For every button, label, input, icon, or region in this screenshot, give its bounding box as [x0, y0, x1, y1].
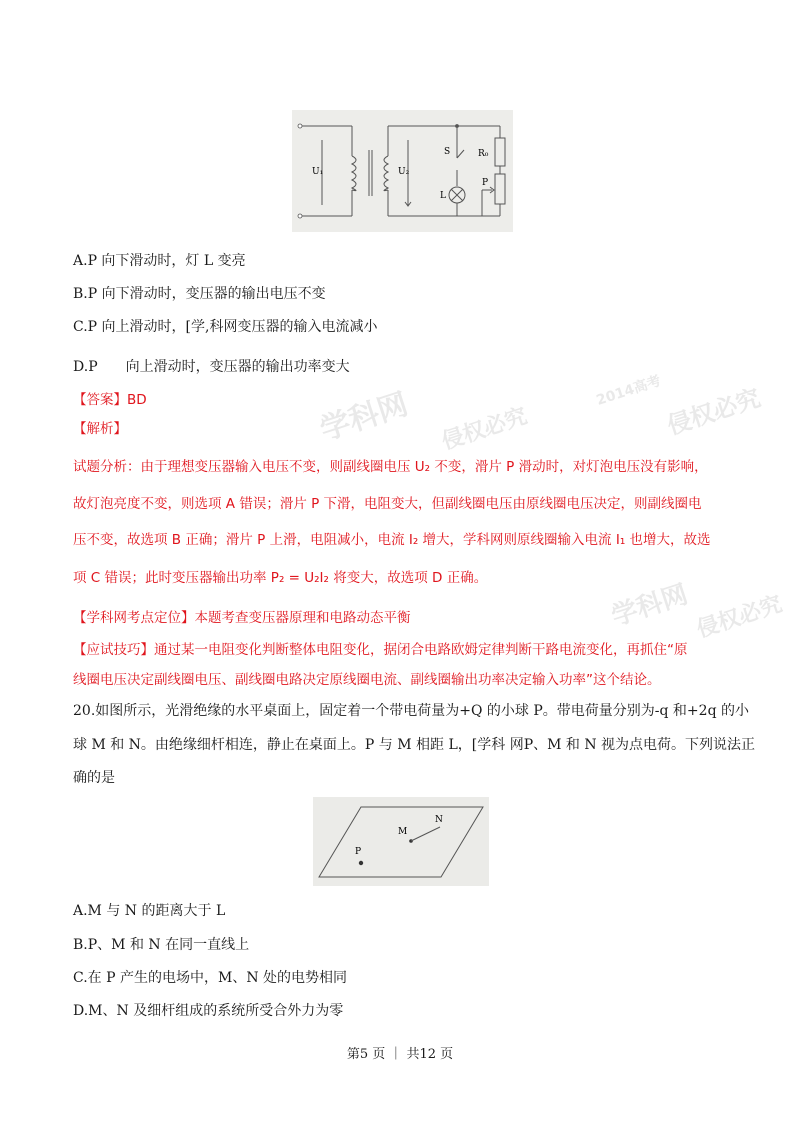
label-resistor: R₀: [478, 149, 489, 159]
q20-option-b: B.P、M 和 N 在同一直线上: [73, 937, 250, 953]
analysis-line: 试题分析：由于理想变压器输入电压不变，则副线圈电压 U₂ 不变，滑片 P 滑动时，对灯泡电压没有影响，: [73, 459, 708, 475]
watermark-year: 2014高考: [594, 372, 664, 409]
label-n: N: [435, 815, 443, 825]
analysis-line: 故灯泡亮度不变，则选项 A 错误；滑片 P 下滑，电阻变大，但副线圈电压由原线圈电压决定，则副线圈电: [73, 496, 702, 512]
jiqiao-line: 线圈电压决定副线圈电压、副线圈电路决定原线圈电流、副线圈输出功率决定输入功率”这个结论。: [73, 672, 661, 688]
label-slider: P: [482, 178, 489, 188]
label-lamp: L: [440, 191, 446, 201]
watermark-slogan: 侵权必究: [663, 383, 764, 441]
q19-option-b: B.P 向下滑动时，变压器的输出电压不变: [73, 286, 326, 302]
circuit-figure: [292, 110, 513, 232]
q20-option-d: D.M、N 及细杆组成的系统所受合外力为零: [73, 1003, 344, 1019]
page-footer: 第5 页 ｜ 共12 页: [346, 1047, 454, 1062]
q19-option-d: D.P 向上滑动时，变压器的输出功率变大: [73, 359, 350, 375]
q19-option-c: C.P 向上滑动时，[学,科网变压器的输入电流减小: [73, 319, 378, 335]
label-u1: U₁: [312, 167, 324, 177]
label-m: M: [398, 827, 408, 837]
q20-stem-line: 20.如图所示，光滑绝缘的水平桌面上，固定着一个带电荷量为+Q 的小球 P。带电荷量分别为-q 和+2q 的小: [73, 703, 749, 719]
watermark-slogan: 侵权必究: [438, 403, 531, 455]
circuit-diagram: [292, 110, 513, 232]
answer-label: 【答案】BD: [73, 392, 147, 408]
charges-figure: [313, 797, 489, 886]
label-u2: U₂: [398, 167, 410, 177]
q20-stem-line: 确的是: [73, 770, 115, 786]
q20-option-a: A.M 与 N 的距离大于 L: [73, 903, 226, 919]
label-switch: S: [444, 147, 451, 157]
q20-option-c: C.在 P 产生的电场中，M、N 处的电势相同: [73, 970, 348, 986]
analysis-line: 压不变，故选项 B 正确；滑片 P 上滑，电阻减小，电流 I₂ 增大，学科网则原线圈输入电流 I₁ 也增大，故选: [73, 532, 711, 548]
watermark-brand: 学科网: [608, 579, 692, 633]
label-p: P: [355, 847, 362, 857]
kaodian-line: 【学科网考点定位】本题考查变压器原理和电路动态平衡: [73, 610, 411, 626]
jiqiao-line: 【应试技巧】通过某一电阻变化判断整体电阻变化，据闭合电路欧姆定律判断干路电流变化，再抓住“原: [73, 642, 688, 658]
watermark-slogan: 侵权必究: [693, 591, 786, 643]
q20-stem-line: 球 M 和 N。由绝缘细杆相连，静止在桌面上。P 与 M 相距 L，[学科 网P、M 和 N 视为点电荷。下列说法正: [73, 737, 756, 753]
analysis-line: 项 C 错误；此时变压器输出功率 P₂ = U₂I₂ 将变大，故选项 D 正确。: [73, 570, 488, 586]
q19-option-a: A.P 向下滑动时，灯 L 变亮: [73, 253, 246, 269]
watermark-brand: 学科网: [315, 386, 413, 448]
analysis-heading: 【解析】: [73, 421, 127, 437]
